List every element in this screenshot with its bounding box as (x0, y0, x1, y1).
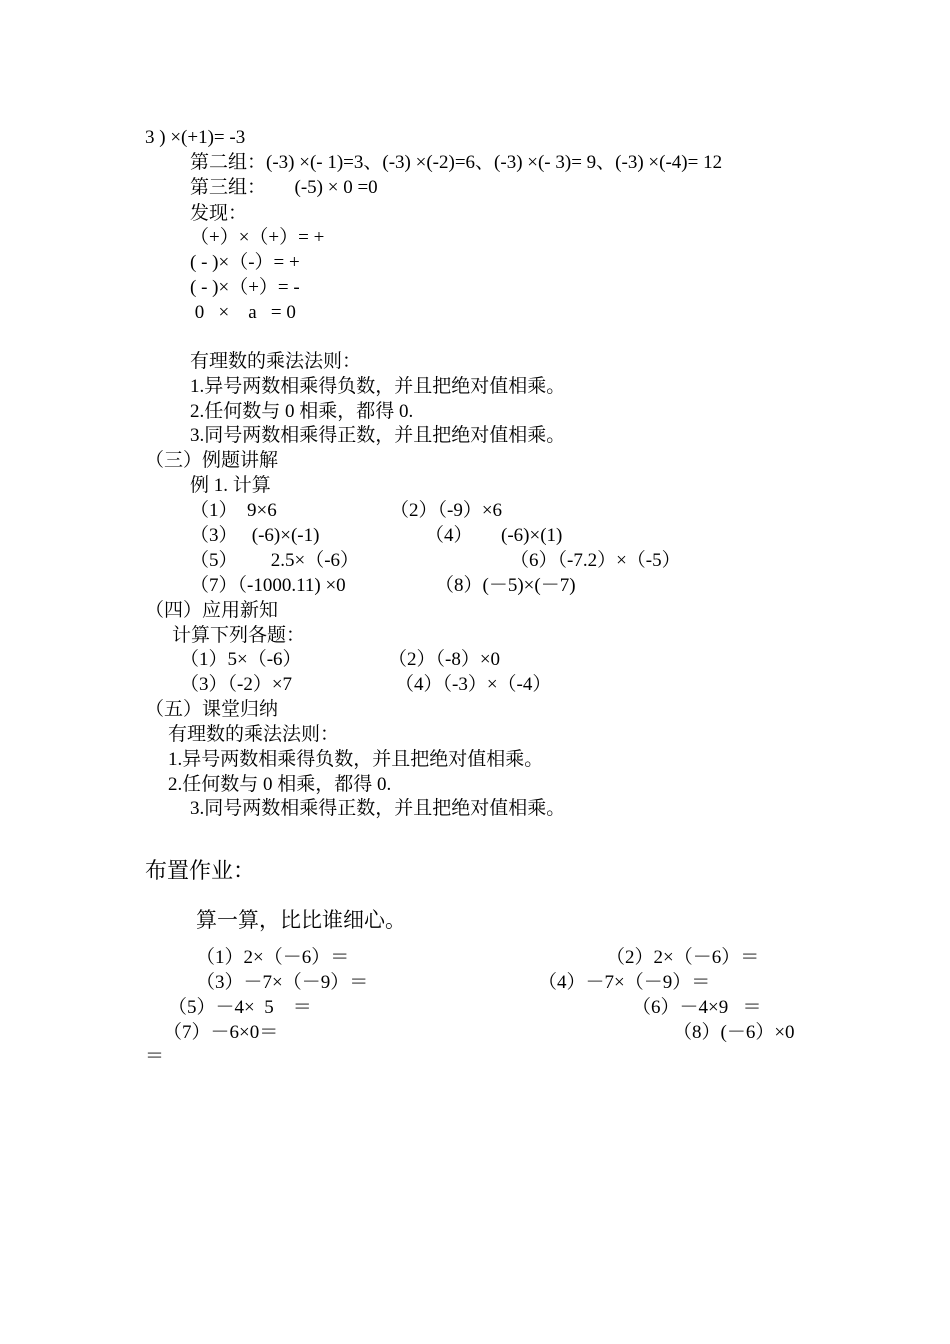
text-line: ( - )×（+）= - (190, 277, 300, 298)
text-line: 3 ) ×(+1)= -3 (145, 127, 246, 148)
text-line: 2.任何数与 0 相乘，都得 0. (168, 774, 392, 795)
exercise-item: （1） 9×6 (190, 500, 277, 521)
text-line: 1.异号两数相乘得负数，并且把绝对值相乘。 (190, 376, 566, 397)
exercise-item: （5） 2.5×（-6） (190, 550, 360, 571)
exercise-item: （4）（-3）×（-4） (395, 674, 552, 695)
section-heading: （三）例题讲解 (145, 450, 279, 471)
exercise-item: （6）（-7.2）×（-5） (510, 550, 681, 571)
exercise-item: （1）5×（-6） (180, 649, 302, 670)
text-line: 1.异号两数相乘得负数，并且把绝对值相乘。 (168, 749, 544, 770)
text-line: 例 1. 计算 (190, 475, 271, 496)
homework-item: （1）2×（－6）＝ (196, 947, 350, 968)
exercise-item: （2）（-8）×0 (388, 649, 501, 670)
homework-item: （8）(－6）×0 (673, 1022, 795, 1043)
text-line: ＝ (145, 1046, 165, 1067)
text-line: 算一算，比比谁细心。 (196, 908, 406, 932)
text-line: 2.任何数与 0 相乘，都得 0. (190, 401, 414, 422)
exercise-item: （3）（-2）×7 (180, 674, 293, 695)
text-line: 第二组：(-3) ×(- 1)=3、(-3) ×(-2)=6、(-3) ×(- 3)= 9、(-3) ×(-4)= 12 (190, 152, 723, 173)
homework-item: （7）－6×0＝ (163, 1022, 279, 1043)
text-line: ( - )×（-）= + (190, 252, 300, 273)
exercise-item: （4） (-6)×(1) (425, 525, 563, 546)
text-line: 有理数的乘法法则： (168, 724, 340, 745)
exercise-item: （2）（-9）×6 (390, 500, 503, 521)
homework-item: （3）－7×（－9）＝ (196, 972, 369, 993)
text-line: （+）×（+）= + (190, 227, 325, 248)
homework-item: （4）－7×（－9）＝ (538, 972, 711, 993)
text-line: 计算下列各题： (172, 625, 306, 646)
text-line: 发现： (190, 202, 248, 224)
homework-row (163, 1021, 893, 1117)
homework-item: （6）－4×9 ＝ (632, 997, 762, 1018)
exercise-item: （3） (-6)×(-1) (190, 525, 320, 546)
homework-item: （5）－4× 5 ＝ (168, 997, 312, 1018)
section-heading: （五）课堂归纳 (145, 699, 279, 720)
exercise-item: （7）（-1000.11) ×0 (190, 575, 346, 596)
text-line: 3.同号两数相乘得正数，并且把绝对值相乘。 (190, 425, 566, 446)
text-line: 3.同号两数相乘得正数，并且把绝对值相乘。 (190, 798, 566, 819)
text-line: 0 × a = 0 (190, 302, 296, 323)
section-heading: （四）应用新知 (145, 600, 279, 621)
homework-item: （2）2×（－6）＝ (606, 947, 760, 968)
text-line: 有理数的乘法法则： (190, 351, 362, 372)
text-line: 第三组： (-5) × 0 =0 (190, 177, 378, 198)
homework-heading: 布置作业： (145, 859, 256, 884)
exercise-item: （8）(－5)×(－7) (435, 575, 576, 596)
